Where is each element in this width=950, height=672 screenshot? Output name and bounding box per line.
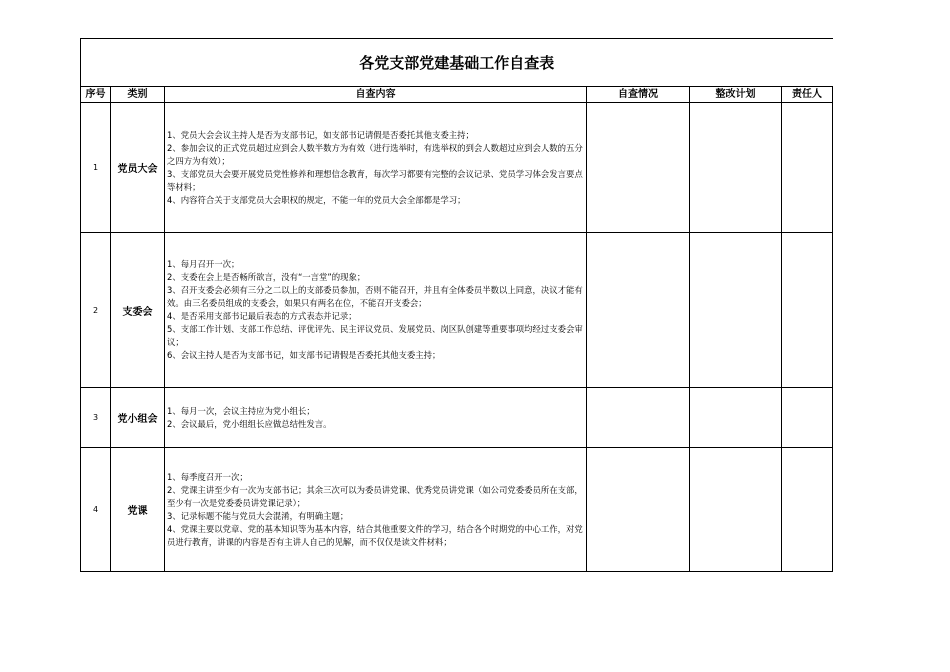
row-index: 1 bbox=[81, 103, 111, 233]
row-content[interactable] bbox=[165, 388, 587, 448]
row-category: 支委会 bbox=[111, 233, 165, 388]
header-plan: 整改计划 bbox=[690, 87, 782, 103]
content-line: 1、党员大会会议主持人是否为支部书记，如支部书记请假是否委托其他支委主持； bbox=[167, 129, 474, 140]
content-line: 6、会议主持人是否为支部书记，如支部书记请假是否委托其他支委主持； bbox=[167, 350, 441, 360]
row-category: 党课 bbox=[111, 448, 165, 572]
plan-cell[interactable] bbox=[690, 233, 782, 388]
plan-cell[interactable] bbox=[690, 388, 782, 448]
content-line: 2、会议最后，党小组组长应做总结性发言。 bbox=[167, 418, 332, 429]
self-check-table bbox=[80, 38, 833, 572]
content-line: 1、每月一次，会议主持应为党小组长； bbox=[167, 405, 315, 416]
content-line: 4、内容符合关于支部党员大会职权的规定，不能一年的党员大会全部都是学习； bbox=[167, 194, 466, 205]
content-line: 1、每季度召开一次； bbox=[167, 471, 248, 482]
status-cell[interactable] bbox=[587, 233, 690, 388]
content-line: 2、参加会议的正式党员超过应到会人数半数方为有效（进行选举时，有选举权的到会人数超过应到会人数的五分之四方为有效）； bbox=[167, 142, 583, 166]
content-line: 2、党课主讲至少有一次为支部书记；其余三次可以为委员讲党课、优秀党员讲党课（如公司党委委员所在支部，至少有一次是党委委员讲党课记录）； bbox=[167, 484, 583, 508]
row-category: 党小组会 bbox=[111, 388, 165, 448]
table-row bbox=[81, 448, 833, 572]
owner-cell[interactable] bbox=[782, 233, 833, 388]
row-index: 4 bbox=[81, 448, 111, 572]
sheet-title: 各党支部党建基础工作自查表 bbox=[81, 39, 833, 87]
content-line: 2、支委在会上是否畅所欲言，没有“一言堂”的现象； bbox=[167, 272, 366, 282]
row-category: 党员大会 bbox=[111, 103, 165, 233]
table-row bbox=[81, 103, 833, 233]
content-line: 3、记录标题不能与党员大会混淆，有明确主题； bbox=[167, 510, 349, 521]
plan-cell[interactable] bbox=[690, 448, 782, 572]
content-line: 1、每月召开一次； bbox=[167, 259, 240, 269]
content-line: 3、支部党员大会要开展党员党性修养和理想信念教育，每次学习都要有完整的会议记录、党员学习体会发言要点等材料； bbox=[167, 168, 583, 192]
row-index: 2 bbox=[81, 233, 111, 388]
header-category: 类别 bbox=[111, 87, 165, 103]
row-content[interactable] bbox=[165, 233, 587, 388]
owner-cell[interactable] bbox=[782, 448, 833, 572]
content-line: 5、支部工作计划、支部工作总结、评优评先、民主评议党员、发展党员、岗区队创建等重要事项均经过支委会审议； bbox=[167, 324, 583, 347]
row-index: 3 bbox=[81, 388, 111, 448]
table-row bbox=[81, 388, 833, 448]
status-cell[interactable] bbox=[587, 103, 690, 233]
header-status: 自查情况 bbox=[587, 87, 690, 103]
status-cell[interactable] bbox=[587, 448, 690, 572]
row-content[interactable] bbox=[165, 103, 587, 233]
row-content[interactable] bbox=[165, 448, 587, 572]
owner-cell[interactable] bbox=[782, 103, 833, 233]
owner-cell[interactable] bbox=[782, 388, 833, 448]
table-row bbox=[81, 233, 833, 388]
header-index: 序号 bbox=[81, 87, 111, 103]
content-line: 4、党课主要以党章、党的基本知识等为基本内容，结合其他重要文件的学习，结合各个时期党的中心工作，对党员进行教育，讲课的内容是否有主讲人自己的见解，而不仅仅是读文件材料； bbox=[167, 523, 583, 547]
status-cell[interactable] bbox=[587, 388, 690, 448]
header-owner: 责任人 bbox=[782, 87, 833, 103]
self-check-sheet bbox=[80, 38, 832, 572]
plan-cell[interactable] bbox=[690, 103, 782, 233]
header-content: 自查内容 bbox=[165, 87, 587, 103]
content-line: 3、召开支委会必须有三分之二以上的支部委员参加，否则不能召开，并且有全体委员半数以上同意，决议才能有效。由三名委员组成的支委会，如果只有两名在位，不能召开支委会； bbox=[167, 285, 583, 308]
content-line: 4、是否采用支部书记最后表态的方式表态并记录； bbox=[167, 311, 357, 321]
